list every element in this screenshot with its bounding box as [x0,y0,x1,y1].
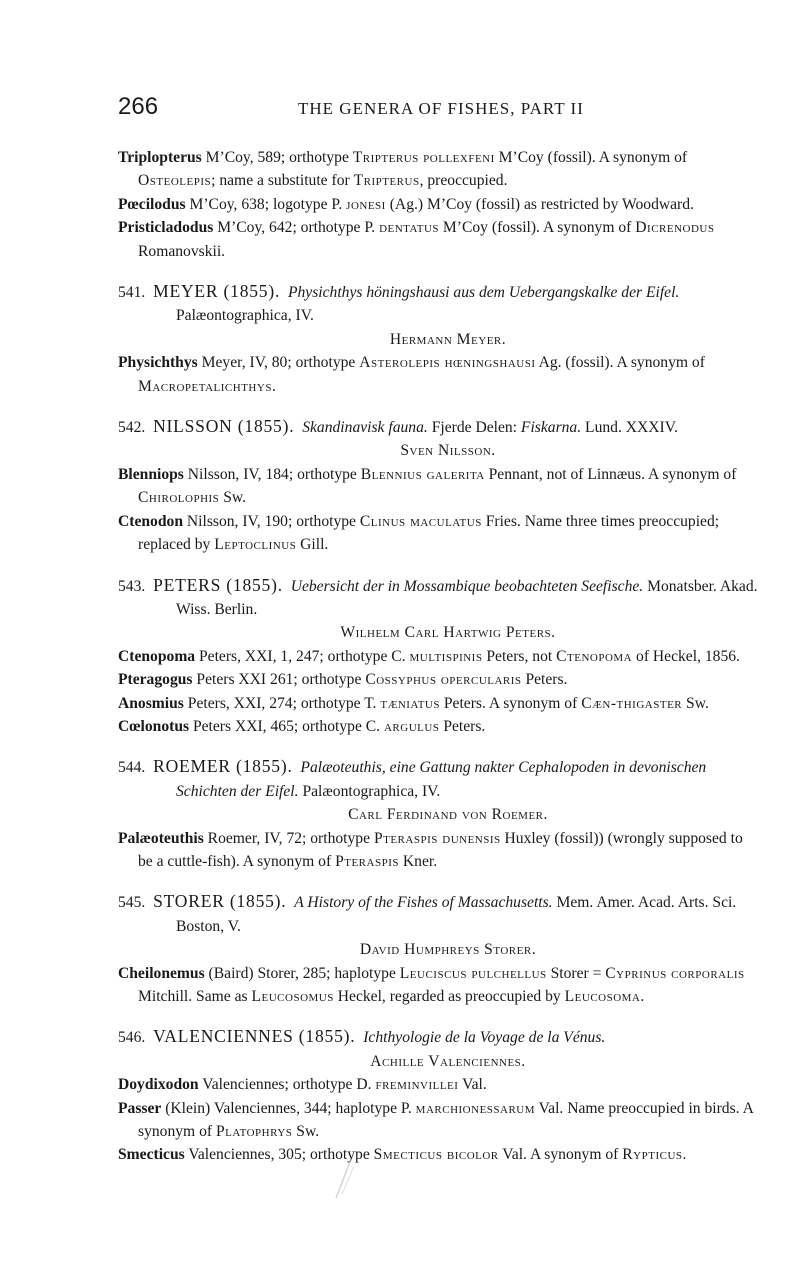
author-full-name: Wilhelm Carl Hartwig Peters. [340,624,556,642]
genus-text: (Ag.) M’Coy (fossil) as restricted by Woodward. [385,195,694,213]
running-head [118,92,730,122]
genus-text: Peters. [521,671,568,689]
genus-text: Peters XXI 261; orthotype [192,671,366,689]
genus-entry [118,962,758,1009]
genus-ref: Rypticus [622,1146,683,1164]
species-name: Clinus maculatus [359,512,482,530]
species-name: Blennius galerita [360,465,485,483]
genus-text: , preoccupied. [419,172,508,190]
entry-author: PETERS (1855). [153,574,283,595]
entry-heading-541 [118,280,758,328]
genus-text: Val. Name preoccupied in birds. A synonym of [138,1099,754,1141]
genus-text: ; name a substitute for [211,172,354,190]
author-full-name: Carl Ferdinand von Roemer. [348,806,548,824]
genus-name: Passer [118,1099,162,1117]
genus-ref: Platophrys [215,1123,293,1141]
genus-entry [118,645,758,668]
genus-entry [118,827,758,874]
entry-title: Palæoteuthis, eine Gattung nakter Cephalopoden in devonischen Schichten der Eifel. [176,759,707,800]
genus-text: M’Coy, 589; orthotype [201,149,353,166]
genus-entry [118,1097,758,1144]
genus-name: Doydixodon [118,1076,199,1094]
genus-text: of Heckel, 1856. [632,647,740,665]
entry-number: 542. [118,419,146,437]
author-full-name: Sven Nilsson. [400,442,496,460]
genus-text: Sw. [219,489,247,507]
genus-text: Nilsson, IV, 190; orthotype [183,512,360,530]
entry-source: Monatsber. Akad. Wiss. Berlin. [176,577,758,618]
species-name: freminvillei [375,1076,459,1094]
entry-title: Physichthys höningshausi aus dem Uebergangskalke der Eifel. [287,284,680,302]
page-number: 266 [118,93,159,120]
genus-entry [118,193,758,216]
species-name: Leuciscus pulchellus [399,964,547,982]
author-full-name: Achille Valenciennes. [370,1052,526,1070]
genus-ref: Tripterus [353,172,420,190]
genus-text: Ag. (fossil). A synonym of [535,354,705,372]
paper-smudge-mark [330,1160,360,1200]
species-name: Pteraspis dunensis [373,829,501,847]
genus-text: Peters XXI, 465; orthotype C. [189,717,384,735]
genus-text: Gill. [296,536,329,554]
entry-title: Skandinavisk fauna. [302,419,428,437]
genus-text: Valenciennes; orthotype D. [198,1076,376,1094]
entry-author: VALENCIENNES (1855). [153,1026,356,1047]
genus-text: Huxley (fossil)) (wrongly supposed to be a cuttle-fish). A synonym of [138,829,743,870]
genus-text: (Klein) Valenciennes, 344; haplotype P. [161,1099,416,1117]
genus-text: . [682,1146,687,1164]
genus-entry [118,510,758,557]
author-full-name: David Humphreys Storer. [359,941,537,959]
genus-text: M’Coy, 638; logotype P. [185,195,347,213]
species-name: Tripterus pollexfeni [352,149,495,166]
species-name: dentatus [379,219,440,237]
genus-name: Smecticus [118,1146,185,1164]
genus-name: Cœlonotus [118,717,190,735]
entry-heading-545 [118,890,758,938]
genus-name: Triplopterus [118,149,202,166]
genus-text: Peters. [439,717,486,735]
genus-name: Pœcilodus [118,195,186,213]
genus-name: Ctenodon [118,512,183,530]
entry-source: Mem. Amer. Acad. Arts. Sci. Boston, V. [176,894,737,935]
genus-ref: Chirolophis [138,489,220,507]
genus-ref: Cæn-thigaster [581,694,683,712]
genus-entry [118,146,758,193]
genus-name: Anosmius [118,694,184,712]
genus-text: Sw. [292,1123,320,1141]
genus-text: Sw. [682,694,709,712]
species-name: Cossyphus opercularis [365,671,522,689]
species-name: multispinis [409,647,483,665]
entry-heading-546 [118,1025,758,1049]
entry-heading-542 [118,415,758,439]
genus-text: Storer = [546,964,606,982]
genus-text: . [640,988,645,1005]
genus-entry [118,692,758,715]
genus-text: Meyer, IV, 80; orthotype [197,354,360,372]
genus-text: Heckel, regarded as preoccupied by [333,988,565,1005]
species-name: Smecticus bicolor [373,1146,499,1164]
entry-author: ROEMER (1855). [153,756,293,777]
genus-entry [118,1143,758,1166]
genus-ref: Leucosomus [251,988,334,1005]
entry-source: Palæontographica, IV. [176,307,314,325]
genus-ref: Leucosoma [564,988,641,1005]
genus-name: Pteragogus [118,671,193,689]
entry-title: Uebersicht der in Mossambique beobachteten Seefische. [290,577,644,595]
species-name: tæniatus [380,694,440,712]
genus-entry [118,1073,758,1096]
genus-text: Val. [458,1076,487,1094]
entry-author: NILSSON (1855). [153,416,295,437]
entry-number: 541. [118,284,146,302]
species-name: argulus [383,717,440,735]
genus-ref: Macropetalichthys [138,377,272,395]
genus-name: Physichthys [118,354,198,372]
genus-text: M’Coy (fossil). A synonym of [439,219,636,237]
genus-text: Peters, XXI, 274; orthotype T. [183,694,381,712]
genus-ref: Pteraspis [335,852,399,870]
genus-entry [118,463,758,510]
entry-source: Lund. XXXIV. [581,419,678,437]
entry-author: STORER (1855). [153,891,287,912]
entry-number: 543. [118,577,146,595]
genus-text: Pennant, not of Linnæus. A synonym of [484,465,737,483]
genus-entry [118,715,758,738]
genus-text: . [271,377,276,395]
genus-text: Peters. A synonym of [439,694,582,712]
genus-name: Cheilonemus [118,964,205,982]
entry-source: Palæontographica, IV. [298,782,441,800]
genus-entry [118,216,758,263]
species-name: Cyprinus corporalis [605,964,745,982]
genus-text: (Baird) Storer, 285; haplotype [204,964,400,982]
genus-text: Kner. [398,852,438,870]
entry-heading-543 [118,574,758,622]
genus-text: Peters, not [482,647,557,665]
species-name: Asterolepis hœningshausi [359,354,536,372]
entry-title: Ichthyologie de la Voyage de la Vénus. [363,1029,606,1047]
entry-number: 545. [118,894,146,912]
author-full-name: Hermann Meyer. [389,330,507,348]
entry-heading-544 [118,755,758,803]
genus-ref: Ctenopoma [556,647,633,665]
genus-entry [118,668,758,691]
species-name: marchionessarum [415,1099,536,1117]
genus-ref: Dicrenodus [635,219,715,237]
genus-name: Pristicladodus [118,219,214,237]
genus-name: Blenniops [118,465,184,483]
entry-title: A History of the Fishes of Massachusetts. [294,894,553,912]
genus-text: Peters, XXI, 1, 247; orthotype C. [195,647,410,665]
entry-number: 544. [118,759,146,777]
entry-title: Fiskarna. [520,419,582,437]
genus-ref: Osteolepis [138,172,212,190]
genus-name: Ctenopoma [118,647,196,665]
genus-text: Romanovskii. [138,242,226,260]
genus-ref: Leptoclinus [214,536,297,554]
genus-entry [118,351,758,398]
genus-text: Mitchill. Same as [138,988,252,1005]
species-name: jonesi [346,195,386,213]
genus-text: M’Coy (fossil). A synonym of [494,149,688,166]
genus-text: Valenciennes, 305; orthotype [184,1146,374,1164]
entry-number: 546. [118,1029,146,1047]
genus-text: M’Coy, 642; orthotype P. [213,219,380,237]
genus-text: Fries. Name three times preoccupied; replaced by [138,512,720,554]
page-body [118,146,758,1167]
genus-text: Nilsson, IV, 184; orthotype [183,465,361,483]
genus-text: Roemer, IV, 72; orthotype [203,829,374,847]
entry-source: Fjerde Delen: [427,419,521,437]
entry-author: MEYER (1855). [153,281,281,302]
running-title: THE GENERA OF FISHES, PART II [298,99,584,118]
genus-text: Val. A synonym of [498,1146,623,1164]
genus-name: Palæoteuthis [118,829,204,847]
